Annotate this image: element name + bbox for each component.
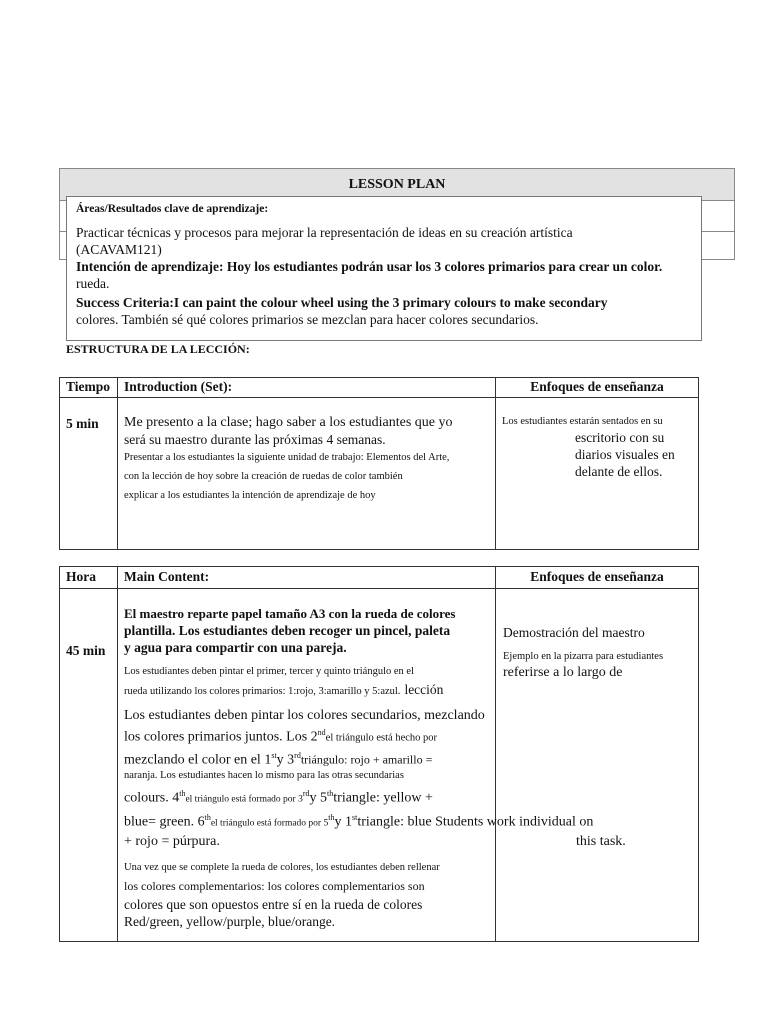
superscript: st [351, 812, 358, 822]
lesson-plan-title: LESSON PLAN [60, 169, 734, 201]
content-small: naranja. Los estudiantes hacen lo mismo para las otras secundarias [124, 770, 404, 782]
learning-intention-cont: rueda. [76, 276, 110, 291]
content-text: mezclando el color en el 1 [124, 752, 272, 768]
superscript: rd [294, 750, 301, 760]
approach-line: diarios visuales en [575, 447, 675, 462]
content-small: el triángulo está hecho por [325, 732, 438, 744]
content-text: Red/green, yellow/purple, blue/orange. [124, 913, 336, 929]
intro-small: explicar a los estudiantes la intención de aprendizaje de hoy [124, 490, 376, 501]
superscript: th [179, 789, 186, 799]
content-bold: El maestro reparte papel tamaño A3 con la rueda de colores [124, 606, 456, 621]
intro-table [59, 377, 699, 550]
superscript: th [328, 812, 335, 822]
col-header-approach: Enfoques de enseñanza [530, 379, 664, 394]
success-criteria: Success Criteria:I can paint the colour wheel using the 3 primary colours to make secondary [76, 295, 608, 310]
practice-code: (ACAVAM121) [76, 242, 162, 257]
content-bold: plantilla. Los estudiantes deben recoger un pincel, paleta [124, 623, 451, 638]
content-line [124, 681, 554, 701]
superscript: st [271, 750, 277, 760]
content-text: this task. [576, 833, 626, 849]
intro-approach [502, 414, 698, 480]
content-text: blue= green. 6 [124, 814, 205, 830]
content-line [124, 833, 626, 850]
content-text: colours. 4 [124, 790, 180, 806]
superscript: th [327, 789, 334, 799]
intro-small: Presentar a los estudiantes la siguiente unidad de trabajo: Elementos del Arte, [124, 452, 450, 463]
approach-line: delante de ellos. [575, 464, 663, 479]
areas-label: Áreas/Resultados clave de aprendizaje: [76, 203, 269, 215]
content-text: colores que son opuestos entre sí en la rueda de colores [124, 896, 423, 912]
learning-intention: Intención de aprendizaje: Hoy los estudiantes podrán usar los 3 colores primarios para crear un color. [76, 259, 663, 274]
col-header-time: Tiempo [66, 379, 111, 394]
col-header-time: Hora [66, 569, 96, 584]
col-header-intro: Introduction (Set): [124, 379, 233, 394]
learning-outcomes [66, 196, 702, 341]
approach-text: Demostración del maestro [503, 625, 645, 640]
content-line [124, 785, 554, 809]
content-small: el triángulo está formado por 5 [210, 818, 329, 829]
main-approach [503, 624, 697, 681]
superscript: th [204, 812, 211, 822]
success-criteria-cont: colores. También sé qué colores primarios se mezclan para hacer colores secundarios. [76, 312, 539, 327]
content-line [124, 747, 554, 769]
col-header-main: Main Content: [124, 569, 210, 584]
content-small: rueda utilizando los colores primarios: 1:rojo, 3:amarillo y 5:azul. [124, 686, 401, 697]
content-text: y 1 [334, 814, 352, 830]
intro-small: con la lección de hoy sobre la creación de ruedas de color también [124, 471, 403, 482]
main-content-table [59, 566, 699, 942]
content-text: los colores primarios juntos. Los 2 [124, 729, 318, 745]
content-line [124, 724, 554, 747]
content-bold: y agua para compartir con una pareja. [124, 640, 347, 655]
content-text: + rojo = púrpura. [124, 833, 220, 849]
divider [495, 378, 496, 549]
content-text: triangle: blue [357, 814, 432, 830]
structure-title: ESTRUCTURA DE LA LECCIÓN: [66, 342, 250, 356]
divider [117, 378, 118, 549]
approach-line: escritorio con su [575, 430, 665, 445]
time-value: 5 min [66, 416, 99, 431]
content-small: Los estudiantes deben pintar el primer, tercer y quinto triángulo en el [124, 666, 414, 677]
divider [60, 588, 698, 589]
content-text: y 5 [309, 790, 328, 806]
content-text: triángulo: rojo + amarillo = [300, 752, 433, 767]
content-text: Los estudiantes deben pintar los colores secundarios, mezclando [124, 708, 485, 723]
approach-small: Ejemplo en la pizarra para estudiantes [503, 651, 664, 662]
content-text: Students work individual on [435, 814, 594, 830]
content-line [124, 809, 594, 833]
content-text: lección [404, 682, 444, 697]
superscript: rd [302, 789, 310, 799]
practice-text: Practicar técnicas y procesos para mejorar la representación de ideas en su creación artística [76, 225, 573, 240]
superscript: nd [317, 728, 326, 737]
approach-text: referirse a lo largo de [503, 665, 623, 680]
intro-content [124, 414, 494, 505]
time-value: 45 min [66, 643, 106, 658]
col-header-approach: Enfoques de enseñanza [530, 569, 664, 584]
content-small: Una vez que se complete la rueda de colores, los estudiantes deben rellenar [124, 861, 440, 873]
content-text: y 3 [276, 752, 295, 768]
divider [117, 567, 118, 941]
intro-line: será su maestro durante las próximas 4 semanas. [124, 432, 386, 447]
content-small: los colores complementarios: los colores complementarios son [124, 878, 425, 893]
content-small: el triángulo está formado por 3 [185, 794, 303, 805]
divider [60, 397, 698, 398]
intro-line: Me presento a la clase; hago saber a los estudiantes que yo [124, 415, 453, 430]
approach-small: Los estudiantes estarán sentados en su [502, 416, 663, 427]
content-text: triangle: yellow + [333, 790, 433, 806]
